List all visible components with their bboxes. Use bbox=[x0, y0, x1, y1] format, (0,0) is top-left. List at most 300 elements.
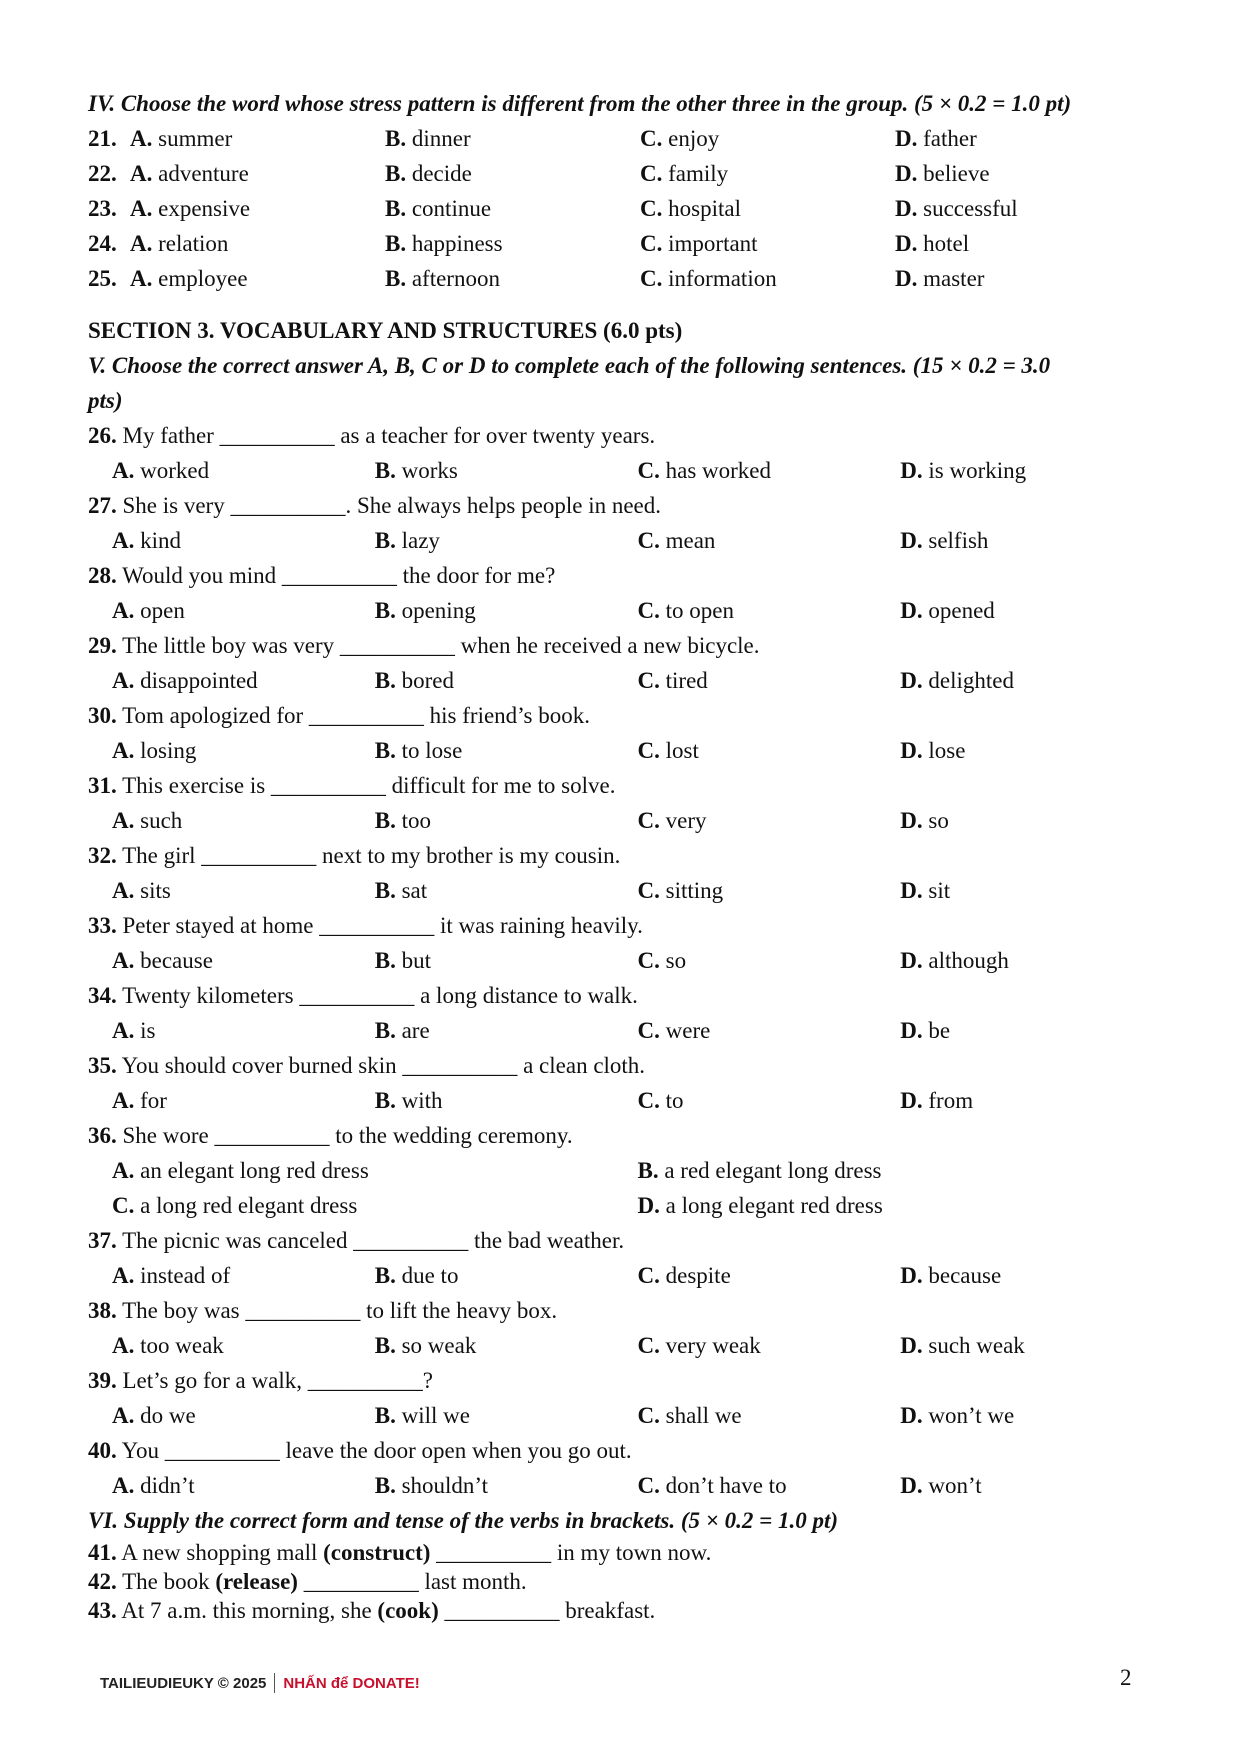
option-text: instead of bbox=[140, 1263, 231, 1288]
verb-hint: (release) bbox=[215, 1569, 298, 1594]
option-label: D. bbox=[900, 1088, 923, 1113]
stem-after: breakfast. bbox=[565, 1598, 656, 1623]
option-label: A. bbox=[130, 231, 153, 256]
option-text: opening bbox=[401, 598, 476, 623]
option-text: successful bbox=[923, 196, 1018, 221]
answer-blank[interactable]: __________ bbox=[339, 633, 455, 658]
option-text: losing bbox=[140, 738, 197, 763]
option-label: D. bbox=[900, 948, 923, 973]
option-text: hotel bbox=[923, 231, 970, 256]
answer-blank[interactable]: __________ bbox=[230, 493, 346, 518]
option-text: mean bbox=[665, 528, 716, 553]
option-d[interactable] bbox=[895, 191, 1150, 226]
option-label: A. bbox=[112, 808, 135, 833]
option-d[interactable] bbox=[900, 1398, 1163, 1433]
option-label: D. bbox=[900, 1263, 923, 1288]
stem-after: the bad weather. bbox=[474, 1228, 625, 1253]
option-text: master bbox=[923, 266, 985, 291]
option-label: D. bbox=[895, 266, 918, 291]
option-d[interactable] bbox=[900, 593, 1163, 628]
answer-blank[interactable]: __________ bbox=[270, 773, 386, 798]
question-number: 25. bbox=[88, 266, 117, 291]
option-label: C. bbox=[640, 196, 663, 221]
option-b[interactable] bbox=[375, 1258, 638, 1293]
option-c[interactable] bbox=[638, 1468, 901, 1503]
mc-question bbox=[88, 1293, 1163, 1363]
verb-question bbox=[88, 1596, 1163, 1625]
option-text: lose bbox=[928, 738, 966, 763]
question-number: 39. bbox=[88, 1368, 117, 1393]
answer-blank[interactable]: __________ bbox=[245, 1298, 361, 1323]
option-text: decide bbox=[411, 161, 472, 186]
option-label: B. bbox=[374, 528, 396, 553]
option-a[interactable] bbox=[130, 121, 385, 156]
option-text: delighted bbox=[928, 668, 1014, 693]
option-b[interactable] bbox=[375, 593, 638, 628]
option-b[interactable] bbox=[375, 873, 638, 908]
option-c[interactable] bbox=[638, 1013, 901, 1048]
part-v-heading-line2: pts) bbox=[88, 388, 123, 413]
option-c[interactable] bbox=[638, 943, 901, 978]
option-label: B. bbox=[374, 1263, 396, 1288]
option-a[interactable] bbox=[130, 156, 385, 191]
option-text: afternoon bbox=[411, 266, 500, 291]
option-label: C. bbox=[637, 1333, 660, 1358]
option-text: such weak bbox=[928, 1333, 1025, 1358]
options-row bbox=[88, 1083, 1163, 1118]
option-b[interactable] bbox=[385, 191, 640, 226]
option-text: due to bbox=[401, 1263, 459, 1288]
stress-question bbox=[88, 191, 1163, 226]
verb-question bbox=[88, 1538, 1163, 1567]
option-b[interactable] bbox=[375, 1468, 638, 1503]
option-b[interactable] bbox=[385, 226, 640, 261]
option-text: believe bbox=[923, 161, 990, 186]
option-text: won’t bbox=[928, 1473, 982, 1498]
stem-before: Peter stayed at home bbox=[122, 913, 314, 938]
mc-question bbox=[88, 978, 1163, 1048]
option-text: to open bbox=[665, 598, 734, 623]
stem-after: in my town now. bbox=[556, 1540, 712, 1565]
mc-question bbox=[88, 908, 1163, 978]
option-b[interactable] bbox=[375, 1328, 638, 1363]
option-c[interactable] bbox=[638, 733, 901, 768]
option-d[interactable] bbox=[900, 943, 1163, 978]
stem-after: leave the door open when you go out. bbox=[285, 1438, 632, 1463]
answer-blank[interactable]: __________ bbox=[436, 1540, 552, 1565]
option-text: were bbox=[665, 1018, 711, 1043]
question-stem bbox=[88, 978, 1163, 1013]
mc-question bbox=[88, 1048, 1163, 1118]
option-d[interactable] bbox=[900, 873, 1163, 908]
option-a[interactable] bbox=[112, 1398, 375, 1433]
option-c[interactable] bbox=[640, 121, 895, 156]
option-label: D. bbox=[900, 878, 923, 903]
option-c[interactable]: C. a long red elegant dress bbox=[112, 1193, 358, 1218]
option-label: D. bbox=[900, 1403, 923, 1428]
option-c[interactable] bbox=[640, 261, 895, 296]
option-label: A. bbox=[112, 1473, 135, 1498]
option-label: B. bbox=[385, 161, 407, 186]
question-number: 27. bbox=[88, 493, 117, 518]
option-a[interactable] bbox=[112, 523, 375, 558]
option-label: A. bbox=[112, 458, 135, 483]
option-label: C. bbox=[637, 1263, 660, 1288]
option-a[interactable]: A. an elegant long red dress bbox=[112, 1158, 369, 1183]
option-label: A. bbox=[112, 598, 135, 623]
question-stem bbox=[88, 908, 1163, 943]
option-text: information bbox=[668, 266, 777, 291]
mc-question bbox=[88, 1433, 1163, 1503]
option-a[interactable] bbox=[112, 873, 375, 908]
option-label: D. bbox=[895, 126, 918, 151]
option-c[interactable] bbox=[640, 226, 895, 261]
stem-before: The girl bbox=[122, 843, 196, 868]
option-label: C. bbox=[637, 1473, 660, 1498]
option-b[interactable] bbox=[375, 1398, 638, 1433]
stem-before: Let’s go for a walk, bbox=[122, 1368, 302, 1393]
option-label: B. bbox=[374, 1403, 396, 1428]
stem-before: The picnic was canceled bbox=[122, 1228, 348, 1253]
stress-question bbox=[88, 156, 1163, 191]
part-vi-heading: VI. Supply the correct form and tense of the verbs in brackets. (5 × 0.2 = 1.0 pt) bbox=[88, 1508, 839, 1533]
option-b[interactable] bbox=[375, 943, 638, 978]
answer-blank[interactable]: __________ bbox=[281, 563, 397, 588]
stem-before: The little boy was very bbox=[122, 633, 335, 658]
options-row bbox=[88, 1258, 1163, 1293]
answer-blank[interactable]: __________ bbox=[219, 423, 335, 448]
option-b[interactable] bbox=[385, 156, 640, 191]
stem-after: difficult for me to solve. bbox=[391, 773, 616, 798]
option-text: very bbox=[665, 808, 707, 833]
option-text: shouldn’t bbox=[401, 1473, 489, 1498]
answer-blank[interactable]: __________ bbox=[307, 1368, 423, 1393]
answer-blank[interactable]: __________ bbox=[164, 1438, 280, 1463]
option-d[interactable] bbox=[900, 1083, 1163, 1118]
option-text: so weak bbox=[401, 1333, 477, 1358]
option-label: D. bbox=[900, 1018, 923, 1043]
option-label: B. bbox=[374, 1018, 396, 1043]
question-number: 22. bbox=[88, 161, 117, 186]
stem-before: She is very bbox=[122, 493, 225, 518]
option-label: C. bbox=[637, 948, 660, 973]
option-text: tired bbox=[665, 668, 708, 693]
mc-question bbox=[88, 838, 1163, 908]
option-text: has worked bbox=[665, 458, 772, 483]
stress-question-list bbox=[88, 121, 1163, 296]
option-label: B. bbox=[385, 196, 407, 221]
option-label: B. bbox=[374, 948, 396, 973]
option-label: B. bbox=[385, 231, 407, 256]
option-b[interactable] bbox=[385, 261, 640, 296]
option-text: summer bbox=[158, 126, 233, 151]
option-text: although bbox=[928, 948, 1009, 973]
option-text: don’t have to bbox=[665, 1473, 787, 1498]
option-label: A. bbox=[112, 1088, 135, 1113]
option-label: C. bbox=[640, 266, 663, 291]
stress-question bbox=[88, 261, 1163, 296]
options-row bbox=[88, 523, 1163, 558]
option-a[interactable] bbox=[112, 1258, 375, 1293]
option-text: continue bbox=[411, 196, 492, 221]
answer-blank[interactable]: __________ bbox=[353, 1228, 469, 1253]
option-c[interactable] bbox=[638, 1083, 901, 1118]
option-text: be bbox=[928, 1018, 951, 1043]
option-d[interactable] bbox=[900, 1328, 1163, 1363]
option-label: B. bbox=[374, 808, 396, 833]
option-c[interactable] bbox=[638, 663, 901, 698]
answer-blank[interactable]: __________ bbox=[444, 1598, 560, 1623]
section-3-title: SECTION 3. VOCABULARY AND STRUCTURES (6.0 pts) bbox=[88, 318, 683, 343]
option-label: C. bbox=[637, 668, 660, 693]
option-text: sat bbox=[401, 878, 428, 903]
question-stem bbox=[88, 1048, 1163, 1083]
option-label: D. bbox=[895, 231, 918, 256]
option-d[interactable] bbox=[895, 121, 1150, 156]
option-label: A. bbox=[130, 126, 153, 151]
option-text: with bbox=[401, 1088, 443, 1113]
option-d[interactable] bbox=[900, 1013, 1163, 1048]
option-label: B. bbox=[385, 266, 407, 291]
option-c[interactable] bbox=[638, 593, 901, 628]
option-b[interactable] bbox=[375, 733, 638, 768]
question-number: 37. bbox=[88, 1228, 117, 1253]
section-iv-heading: IV. Choose the word whose stress pattern is different from the other three in the group. (5 × 0.2 = 1.0 pt) bbox=[88, 91, 1072, 116]
option-c[interactable] bbox=[638, 523, 901, 558]
option-b[interactable] bbox=[375, 1013, 638, 1048]
option-a[interactable] bbox=[112, 1083, 375, 1118]
verb-hint: (cook) bbox=[377, 1598, 439, 1623]
option-label: A. bbox=[112, 1403, 135, 1428]
stem-after: a long distance to walk. bbox=[420, 983, 638, 1008]
option-label: C. bbox=[637, 808, 660, 833]
footer-brand: TAILIEUDIEUKY © 2025 bbox=[100, 1674, 267, 1692]
option-text: such bbox=[140, 808, 183, 833]
mc-question bbox=[88, 418, 1163, 488]
option-text: important bbox=[668, 231, 758, 256]
option-label: A. bbox=[112, 1333, 135, 1358]
option-a[interactable] bbox=[112, 593, 375, 628]
question-number: 41. bbox=[88, 1540, 117, 1565]
stem-before: My father bbox=[122, 423, 214, 448]
option-b[interactable] bbox=[375, 523, 638, 558]
stem-after: to lift the heavy box. bbox=[366, 1298, 558, 1323]
option-text: is working bbox=[928, 458, 1027, 483]
option-text: from bbox=[928, 1088, 974, 1113]
question-number: 28. bbox=[88, 563, 117, 588]
option-label: A. bbox=[112, 738, 135, 763]
option-d[interactable] bbox=[895, 156, 1150, 191]
option-text: expensive bbox=[158, 196, 251, 221]
option-label: B. bbox=[374, 878, 396, 903]
option-label: B. bbox=[374, 1473, 396, 1498]
option-a[interactable] bbox=[112, 1328, 375, 1363]
options-row bbox=[88, 1328, 1163, 1363]
option-b[interactable] bbox=[375, 1083, 638, 1118]
options-row bbox=[88, 873, 1163, 908]
option-text: but bbox=[401, 948, 431, 973]
option-b[interactable] bbox=[375, 663, 638, 698]
option-d[interactable] bbox=[900, 663, 1163, 698]
option-c[interactable] bbox=[638, 453, 901, 488]
option-d[interactable] bbox=[900, 733, 1163, 768]
option-label: D. bbox=[895, 161, 918, 186]
question-stem bbox=[88, 628, 1163, 663]
option-a[interactable] bbox=[112, 943, 375, 978]
option-a[interactable] bbox=[112, 1013, 375, 1048]
option-c[interactable] bbox=[640, 191, 895, 226]
option-text: family bbox=[668, 161, 729, 186]
option-text: are bbox=[401, 1018, 430, 1043]
option-d[interactable] bbox=[900, 453, 1163, 488]
option-c[interactable] bbox=[638, 803, 901, 838]
question-number: 23. bbox=[88, 196, 117, 221]
option-text: opened bbox=[928, 598, 995, 623]
options-row bbox=[88, 1398, 1163, 1433]
stem-after: a clean cloth. bbox=[523, 1053, 646, 1078]
option-b[interactable] bbox=[375, 453, 638, 488]
option-text: adventure bbox=[158, 161, 249, 186]
question-stem bbox=[88, 698, 1163, 733]
answer-blank[interactable]: __________ bbox=[201, 843, 317, 868]
option-a[interactable] bbox=[112, 453, 375, 488]
option-c[interactable] bbox=[638, 1258, 901, 1293]
option-d[interactable] bbox=[900, 523, 1163, 558]
option-text: lost bbox=[665, 738, 699, 763]
stem-before: The boy was bbox=[122, 1298, 240, 1323]
option-text: so bbox=[928, 808, 949, 833]
stem-after: ? bbox=[422, 1368, 433, 1393]
option-text: employee bbox=[158, 266, 248, 291]
option-b[interactable] bbox=[375, 803, 638, 838]
option-text: to lose bbox=[401, 738, 463, 763]
mc-question bbox=[88, 768, 1163, 838]
option-label: B. bbox=[374, 458, 396, 483]
question-stem bbox=[88, 488, 1163, 523]
answer-blank[interactable]: __________ bbox=[308, 703, 424, 728]
option-label: B. bbox=[374, 738, 396, 763]
options-row bbox=[88, 943, 1163, 978]
option-text: because bbox=[140, 948, 213, 973]
option-a[interactable] bbox=[112, 803, 375, 838]
stress-question bbox=[88, 226, 1163, 261]
option-text: too weak bbox=[140, 1333, 224, 1358]
answer-blank[interactable]: __________ bbox=[303, 1569, 419, 1594]
option-text: lazy bbox=[401, 528, 440, 553]
option-d[interactable] bbox=[900, 803, 1163, 838]
option-text: will we bbox=[401, 1403, 470, 1428]
answer-blank[interactable]: __________ bbox=[214, 1123, 330, 1148]
option-a[interactable] bbox=[112, 1468, 375, 1503]
option-d[interactable] bbox=[900, 1258, 1163, 1293]
mc-question bbox=[88, 558, 1163, 628]
option-a[interactable] bbox=[130, 261, 385, 296]
answer-blank[interactable]: __________ bbox=[319, 913, 435, 938]
option-label: D. bbox=[900, 458, 923, 483]
option-c[interactable] bbox=[640, 156, 895, 191]
option-c[interactable] bbox=[638, 873, 901, 908]
option-a[interactable] bbox=[130, 226, 385, 261]
stem-before: This exercise is bbox=[122, 773, 266, 798]
question-number: 43. bbox=[88, 1598, 117, 1623]
option-d[interactable] bbox=[900, 1468, 1163, 1503]
option-a[interactable] bbox=[130, 191, 385, 226]
option-d[interactable] bbox=[895, 226, 1150, 261]
option-text: works bbox=[401, 458, 458, 483]
option-d[interactable] bbox=[895, 261, 1150, 296]
question-36: 36. She wore __________ to the wedding ceremony. A. an elegant long red dress B. a red elegant long dress C. a long red elegant dress D. a long elegant red dress bbox=[88, 1118, 1163, 1223]
mc-question-list-2 bbox=[88, 1223, 1163, 1503]
option-label: A. bbox=[112, 668, 135, 693]
option-a[interactable] bbox=[112, 663, 375, 698]
option-label: B. bbox=[374, 1333, 396, 1358]
exam-page bbox=[88, 86, 1163, 1625]
stem-before: You bbox=[121, 1438, 159, 1463]
question-number: 32. bbox=[88, 843, 117, 868]
answer-blank[interactable]: __________ bbox=[402, 1053, 518, 1078]
option-a[interactable] bbox=[112, 733, 375, 768]
option-text: dinner bbox=[411, 126, 471, 151]
option-b[interactable]: B. a red elegant long dress bbox=[637, 1158, 882, 1183]
question-number: 33. bbox=[88, 913, 117, 938]
question-number: 29. bbox=[88, 633, 117, 658]
option-label: D. bbox=[900, 598, 923, 623]
question-number: 35. bbox=[88, 1053, 117, 1078]
option-label: D. bbox=[900, 1473, 923, 1498]
option-c[interactable] bbox=[638, 1398, 901, 1433]
option-text: father bbox=[923, 126, 977, 151]
option-text: selfish bbox=[928, 528, 989, 553]
option-label: D. bbox=[895, 196, 918, 221]
option-label: D. bbox=[900, 1333, 923, 1358]
mc-question bbox=[88, 628, 1163, 698]
question-number: 34. bbox=[88, 983, 117, 1008]
option-b[interactable] bbox=[385, 121, 640, 156]
option-c[interactable] bbox=[638, 1328, 901, 1363]
option-label: C. bbox=[637, 1403, 660, 1428]
option-text: sit bbox=[928, 878, 951, 903]
answer-blank[interactable]: __________ bbox=[299, 983, 415, 1008]
option-label: C. bbox=[640, 126, 663, 151]
option-text: worked bbox=[140, 458, 210, 483]
option-label: C. bbox=[637, 878, 660, 903]
donate-link[interactable]: NHẤN để DONATE! bbox=[283, 1674, 420, 1692]
option-d[interactable]: D. a long elegant red dress bbox=[637, 1193, 883, 1218]
part-v-heading-line1: V. Choose the correct answer A, B, C or D to complete each of the following sentences. (15 × 0.2 = 3.0 bbox=[88, 353, 1051, 378]
stem-before: At 7 a.m. this morning, she bbox=[121, 1598, 372, 1623]
stem-after: his friend’s book. bbox=[429, 703, 591, 728]
stem-after: next to my brother is my cousin. bbox=[322, 843, 621, 868]
option-text: shall we bbox=[665, 1403, 742, 1428]
option-text: too bbox=[401, 808, 431, 833]
mc-question bbox=[88, 1363, 1163, 1433]
question-stem bbox=[88, 838, 1163, 873]
option-label: D. bbox=[900, 668, 923, 693]
stem-before: Twenty kilometers bbox=[122, 983, 294, 1008]
question-number: 38. bbox=[88, 1298, 117, 1323]
question-stem bbox=[88, 1363, 1163, 1398]
option-label: B. bbox=[374, 668, 396, 693]
option-text: disappointed bbox=[140, 668, 258, 693]
page-number: 2 bbox=[1120, 1665, 1132, 1690]
mc-question bbox=[88, 1223, 1163, 1293]
question-number: 31. bbox=[88, 773, 117, 798]
stem-before: Tom apologized for bbox=[122, 703, 304, 728]
option-text: despite bbox=[665, 1263, 731, 1288]
option-text: is bbox=[140, 1018, 156, 1043]
option-label: C. bbox=[637, 528, 660, 553]
question-number: 30. bbox=[88, 703, 117, 728]
